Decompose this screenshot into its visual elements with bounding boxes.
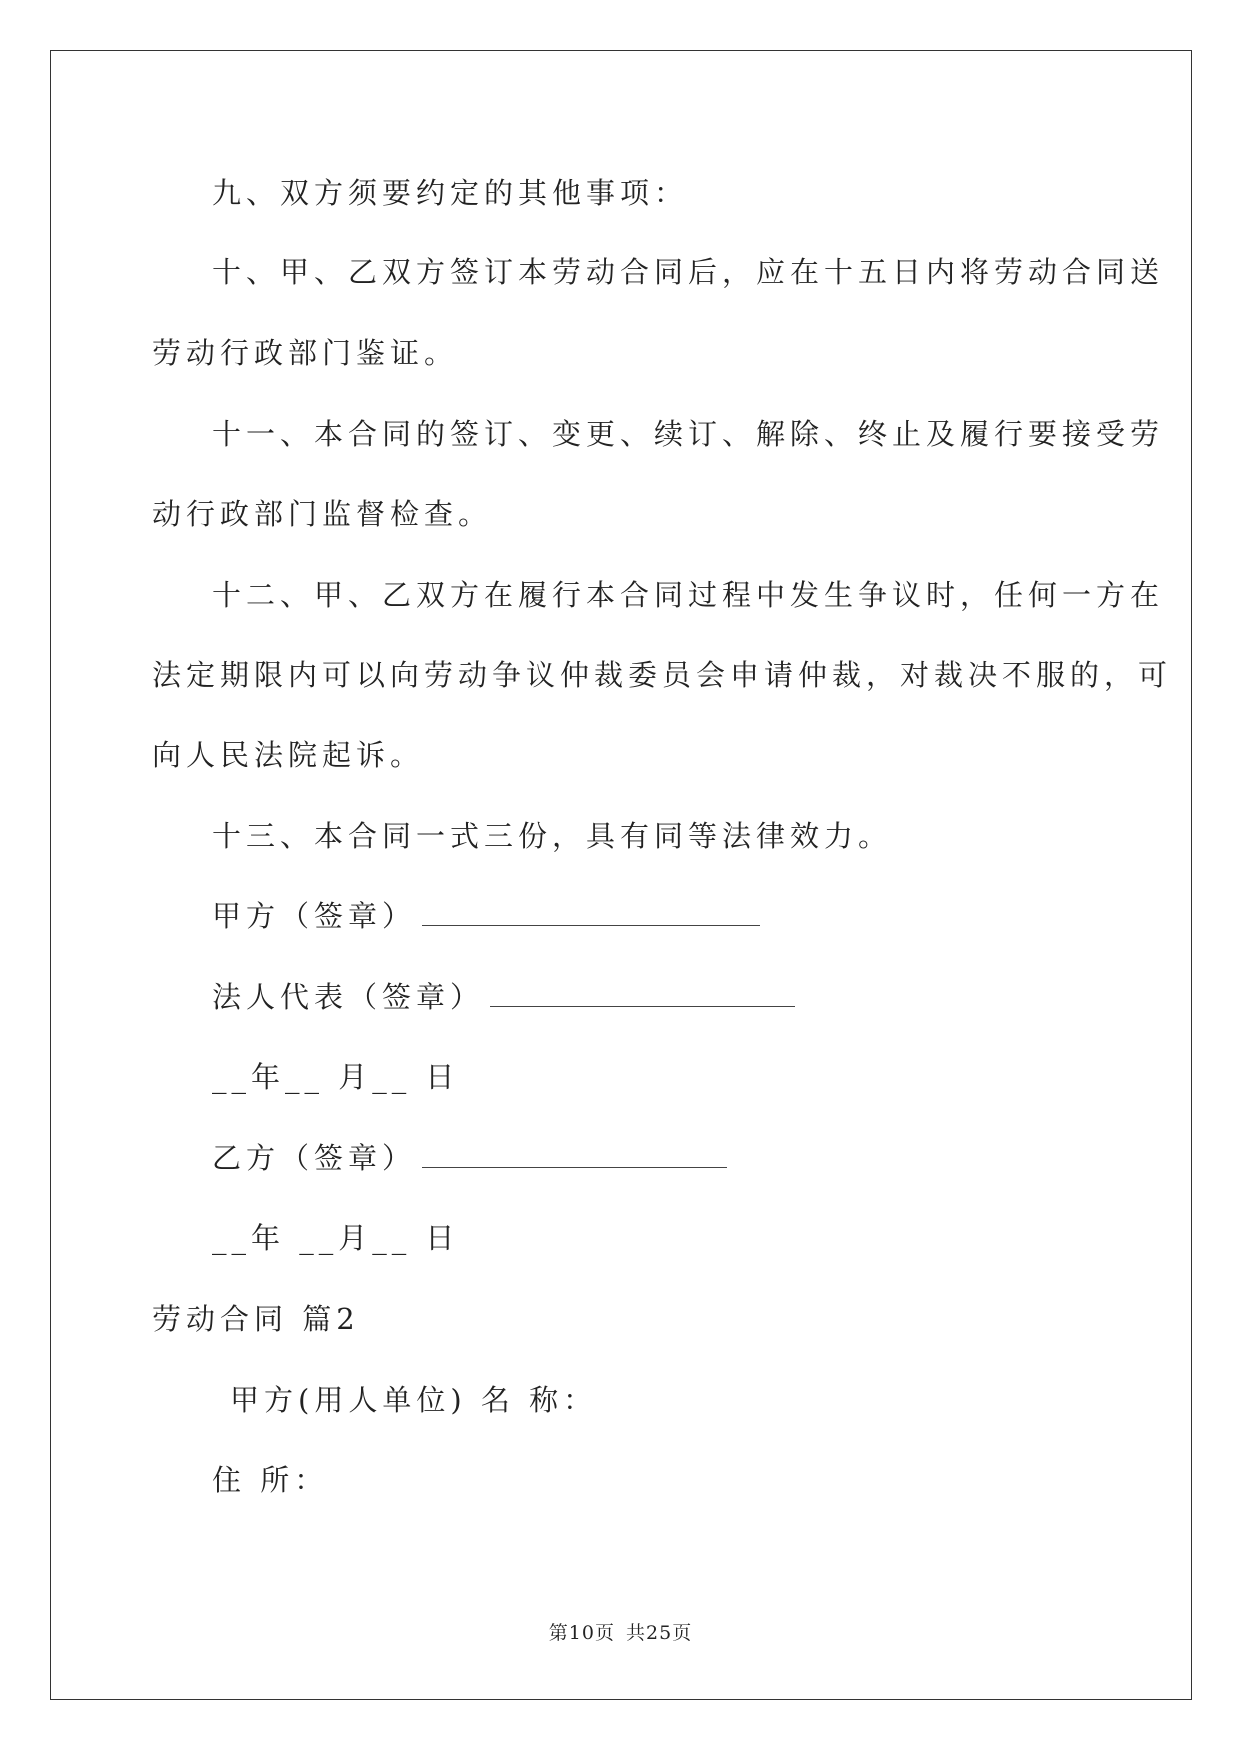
page-total: 共25页 — [626, 1622, 693, 1644]
signature-party-b-blank — [422, 1141, 727, 1168]
signature-party-b — [212, 1141, 727, 1175]
signature-party-a-label: 甲方（签章） — [212, 899, 417, 933]
section-heading: 劳动合同 篇2 — [152, 1302, 360, 1336]
paragraph-item-11: 十一、本合同的签订、变更、续订、解除、终止及履行要接受劳 — [212, 417, 1165, 451]
paragraph-item-11-cont: 动行政部门监督检查。 — [152, 497, 493, 531]
paragraph-item-12-cont: 法定期限内可以向劳动争议仲裁委员会申请仲裁，对裁决不服的，可 — [152, 658, 1173, 692]
signature-legal-rep — [212, 980, 795, 1014]
signature-legal-rep-blank — [490, 980, 795, 1007]
paragraph-item-12-cont2: 向人民法院起诉。 — [152, 738, 425, 772]
page-border — [50, 50, 1192, 1700]
paragraph-item-13: 十三、本合同一式三份，具有同等法律效力。 — [212, 819, 893, 853]
party-a-name-label: 甲方(用人单位) 名 称： — [230, 1383, 598, 1417]
paragraph-item-10: 十、甲、乙双方签订本劳动合同后，应在十五日内将劳动合同送 — [212, 255, 1165, 289]
signature-legal-rep-label: 法人代表（签章） — [212, 980, 485, 1014]
date-line-2: __年 __月__ 日 — [212, 1221, 460, 1255]
signature-party-a — [212, 899, 760, 933]
signature-party-a-blank — [422, 899, 760, 926]
paragraph-item-9: 九、双方须要约定的其他事项： — [212, 176, 689, 210]
page-number: 第10页 — [548, 1622, 615, 1644]
signature-party-b-label: 乙方（签章） — [212, 1141, 417, 1175]
page-footer — [0, 1618, 1241, 1645]
address-label: 住 所： — [212, 1463, 329, 1497]
date-line-1: __年__ 月__ 日 — [212, 1060, 460, 1094]
paragraph-item-10-cont: 劳动行政部门鉴证。 — [152, 336, 459, 370]
paragraph-item-12: 十二、甲、乙双方在履行本合同过程中发生争议时，任何一方在 — [212, 578, 1165, 612]
